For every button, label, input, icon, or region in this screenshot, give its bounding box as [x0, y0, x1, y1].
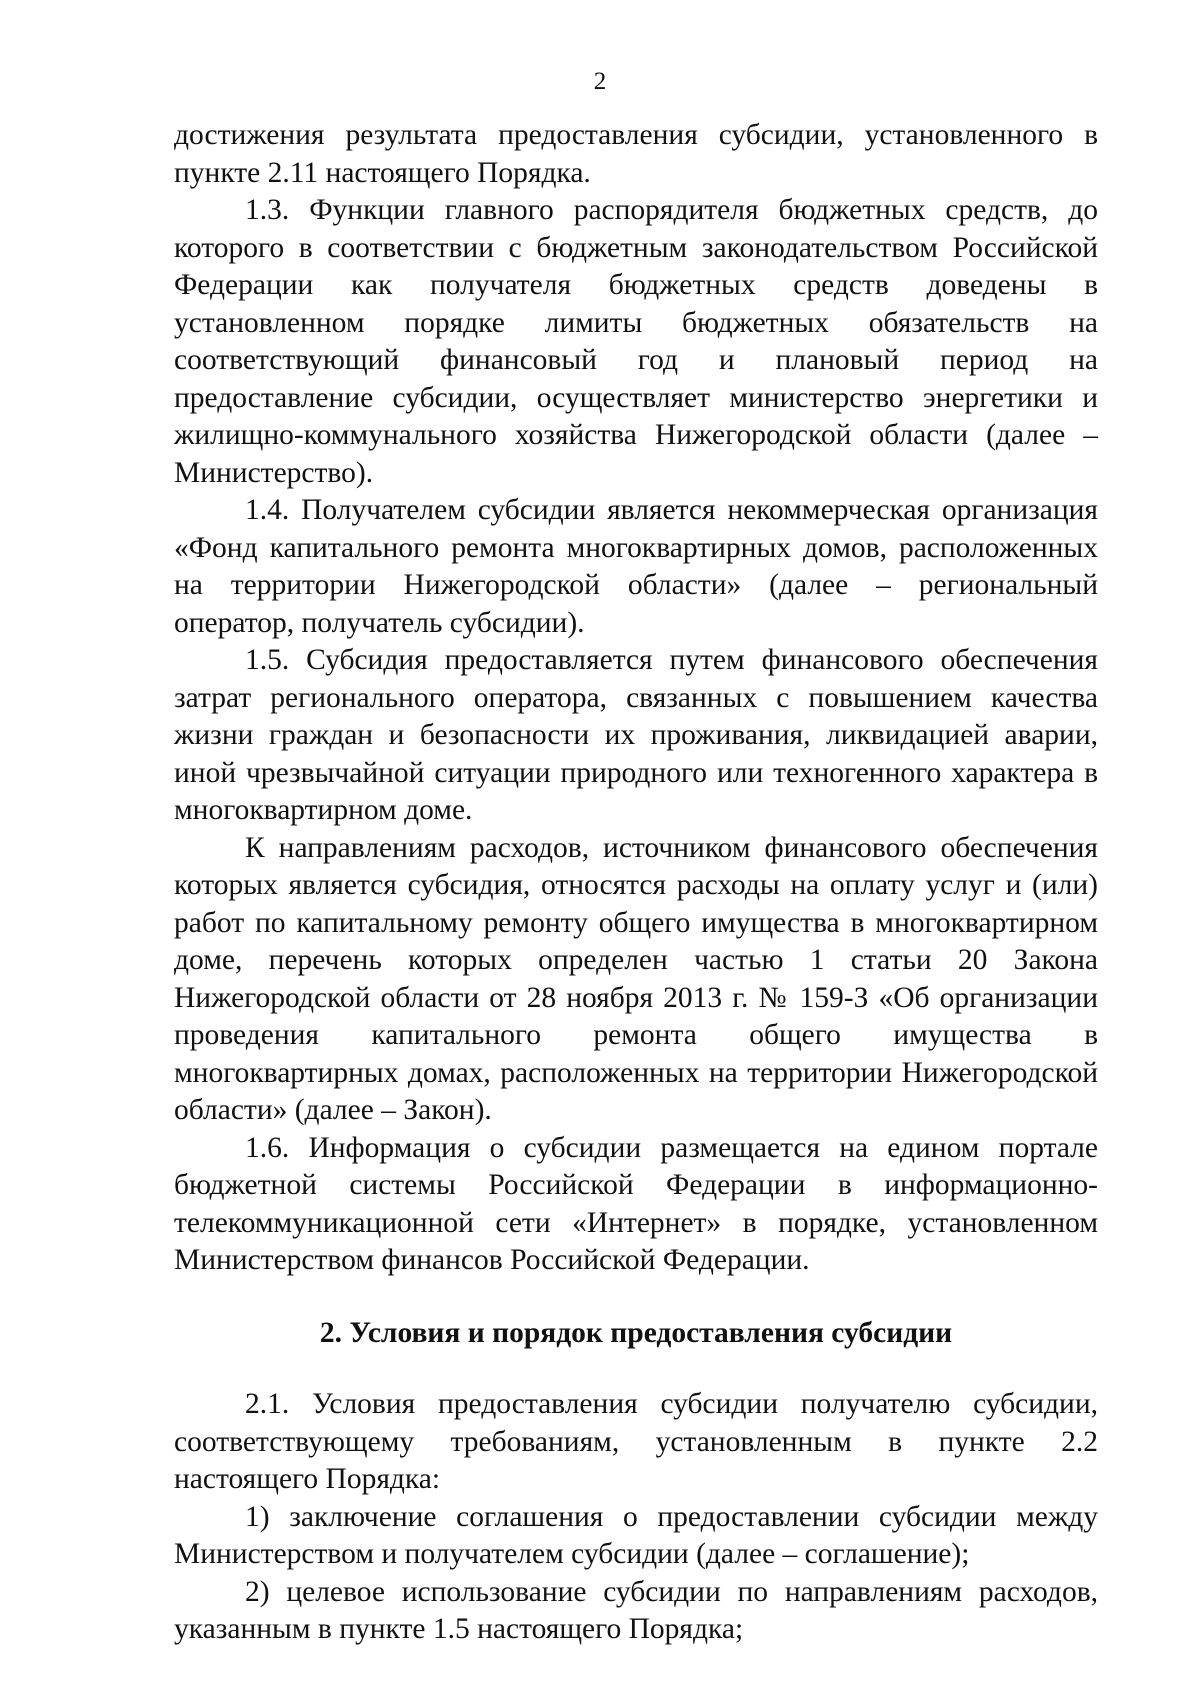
section-heading: 2. Условия и порядок предоставления субсидии	[319, 1316, 953, 1349]
document-body	[174, 117, 1098, 1649]
list-item-2: 2) целевое использование субсидии по направлениям расходов, указанным в пункте 1.5 настоящего Порядка;	[174, 1575, 1098, 1645]
list-item-1: 1) заключение соглашения о предоставлении субсидии между Министерством и получателем субсидии (далее – соглашение);	[174, 1500, 1098, 1570]
paragraph-2-1: 2.1. Условия предоставления субсидии получателю субсидии, соответствующему требованиям, установленным в пункте 2.2 настоящего Порядка:	[174, 1388, 1098, 1495]
paragraph-expense-directions: К направлениям расходов, источником финансового обеспечения которых является субсидия, относятся расходы на оплату услуг и (или) работ по капитальному ремонту общего имущества в многоквартирном доме, перечень которых определен частью 1 статьи 20 Закона Нижегородской области от 28 ноября 2013 г. № 159-З «Об организации проведения капитального ремонта общего имущества в многоквартирных домах, расположенных на территории Нижегородской области» (далее – Закон).	[174, 831, 1098, 1126]
page-number: 2	[593, 68, 607, 95]
paragraph-1-3: 1.3. Функции главного распорядителя бюджетных средств, до которого в соответствии с бюджетным законодательством Российской Федерации как получателя бюджетных средств доведены в установленном порядке лимиты бюджетных обязательств на соответствующий финансовый год и плановый период на предоставление субсидии, осуществляет министерство энергетики и жилищно-коммунального хозяйства Нижегородской области (далее – Министерство).	[174, 194, 1098, 489]
paragraph-1-6: 1.6. Информация о субсидии размещается на едином портале бюджетной системы Российской Федерации в информационно-телекоммуникационной сети «Интернет» в порядке, установленном Министерством финансов Российской Федерации.	[174, 1131, 1098, 1276]
paragraph-1-5: 1.5. Субсидия предоставляется путем финансового обеспечения затрат регионального оператора, связанных с повышением качества жизни граждан и безопасности их проживания, ликвидацией аварии, иной чрезвычайной ситуации природного или техногенного характера в многоквартирном доме.	[174, 644, 1098, 826]
paragraph-continuation: достижения результата предоставления субсидии, установленного в пункте 2.11 настоящего Порядка.	[174, 119, 1098, 189]
paragraph-1-4: 1.4. Получателем субсидии является некоммерческая организация «Фонд капитального ремонта многоквартирных домов, расположенных на территории Нижегородской области» (далее – региональный оператор, получатель субсидии).	[174, 494, 1098, 639]
